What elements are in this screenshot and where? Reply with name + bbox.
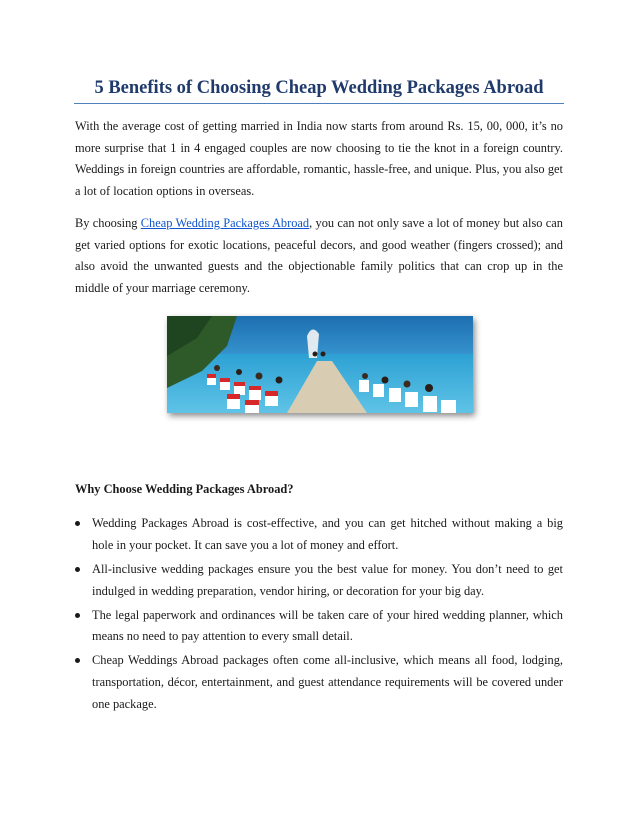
intro-paragraph: With the average cost of getting married in India now starts from around Rs. 15, 00, 000, it’s no more surprise that 1 in 4 engaged couples are now choosing to tie the knot in a foreign country. Weddings in foreign countries are affordable, romantic, hassle-free, and unique. Plus, you also get a lot of location options in overseas. (75, 119, 563, 199)
title-block (74, 76, 564, 100)
page-title: 5 Benefits of Choosing Cheap Wedding Packages Abroad (94, 78, 544, 98)
cheap-wedding-packages-link[interactable]: Cheap Wedding Packages Abroad (140, 216, 310, 230)
section-heading: Why Choose Wedding Packages Abroad? (75, 482, 294, 496)
couple-partner (321, 352, 326, 357)
list-item-text: Cheap Weddings Abroad packages often come all-inclusive, which means all food, lodging, transportation, décor, entertainment, and guest attendance requirements will be covered under one package. (92, 653, 563, 711)
list-item-text: Wedding Packages Abroad is cost-effective, and you can get hitched without making a big hole in your pocket. It can save you a lot of money and effort. (92, 516, 563, 552)
bullet-icon (75, 658, 80, 663)
paragraph-text-after-link: , you can not only save a lot of money but also can get varied options for exotic locations, peaceful decors, and good weather (fingers crossed); and also avoid the unwanted guests and the objectionable family politics that can crop up in the middle of your marriage ceremony. (75, 216, 563, 296)
list-item (75, 605, 563, 648)
list-item (75, 650, 563, 715)
list-item-text: The legal paperwork and ordinances will be taken care of your hired wedding planner, which means no need to pay attention to every small detail. (92, 607, 563, 644)
list-item (75, 559, 563, 602)
couple (313, 352, 318, 357)
bullet-icon (75, 521, 80, 526)
beach-wedding-photo (167, 316, 473, 413)
list-item (75, 513, 563, 556)
paragraph-text-before-link: By choosing (75, 216, 141, 230)
title-underline (74, 103, 564, 104)
beach-wedding-illustration (167, 316, 473, 413)
list-item-text: All-inclusive wedding packages ensure you the best value for money. You don’t need to get indulged in wedding preparation, vendor hiring, or decoration for your big day. (92, 561, 563, 598)
bullet-icon (75, 613, 80, 618)
bullet-icon (75, 567, 80, 572)
benefits-list (75, 513, 563, 718)
second-paragraph (75, 213, 563, 300)
